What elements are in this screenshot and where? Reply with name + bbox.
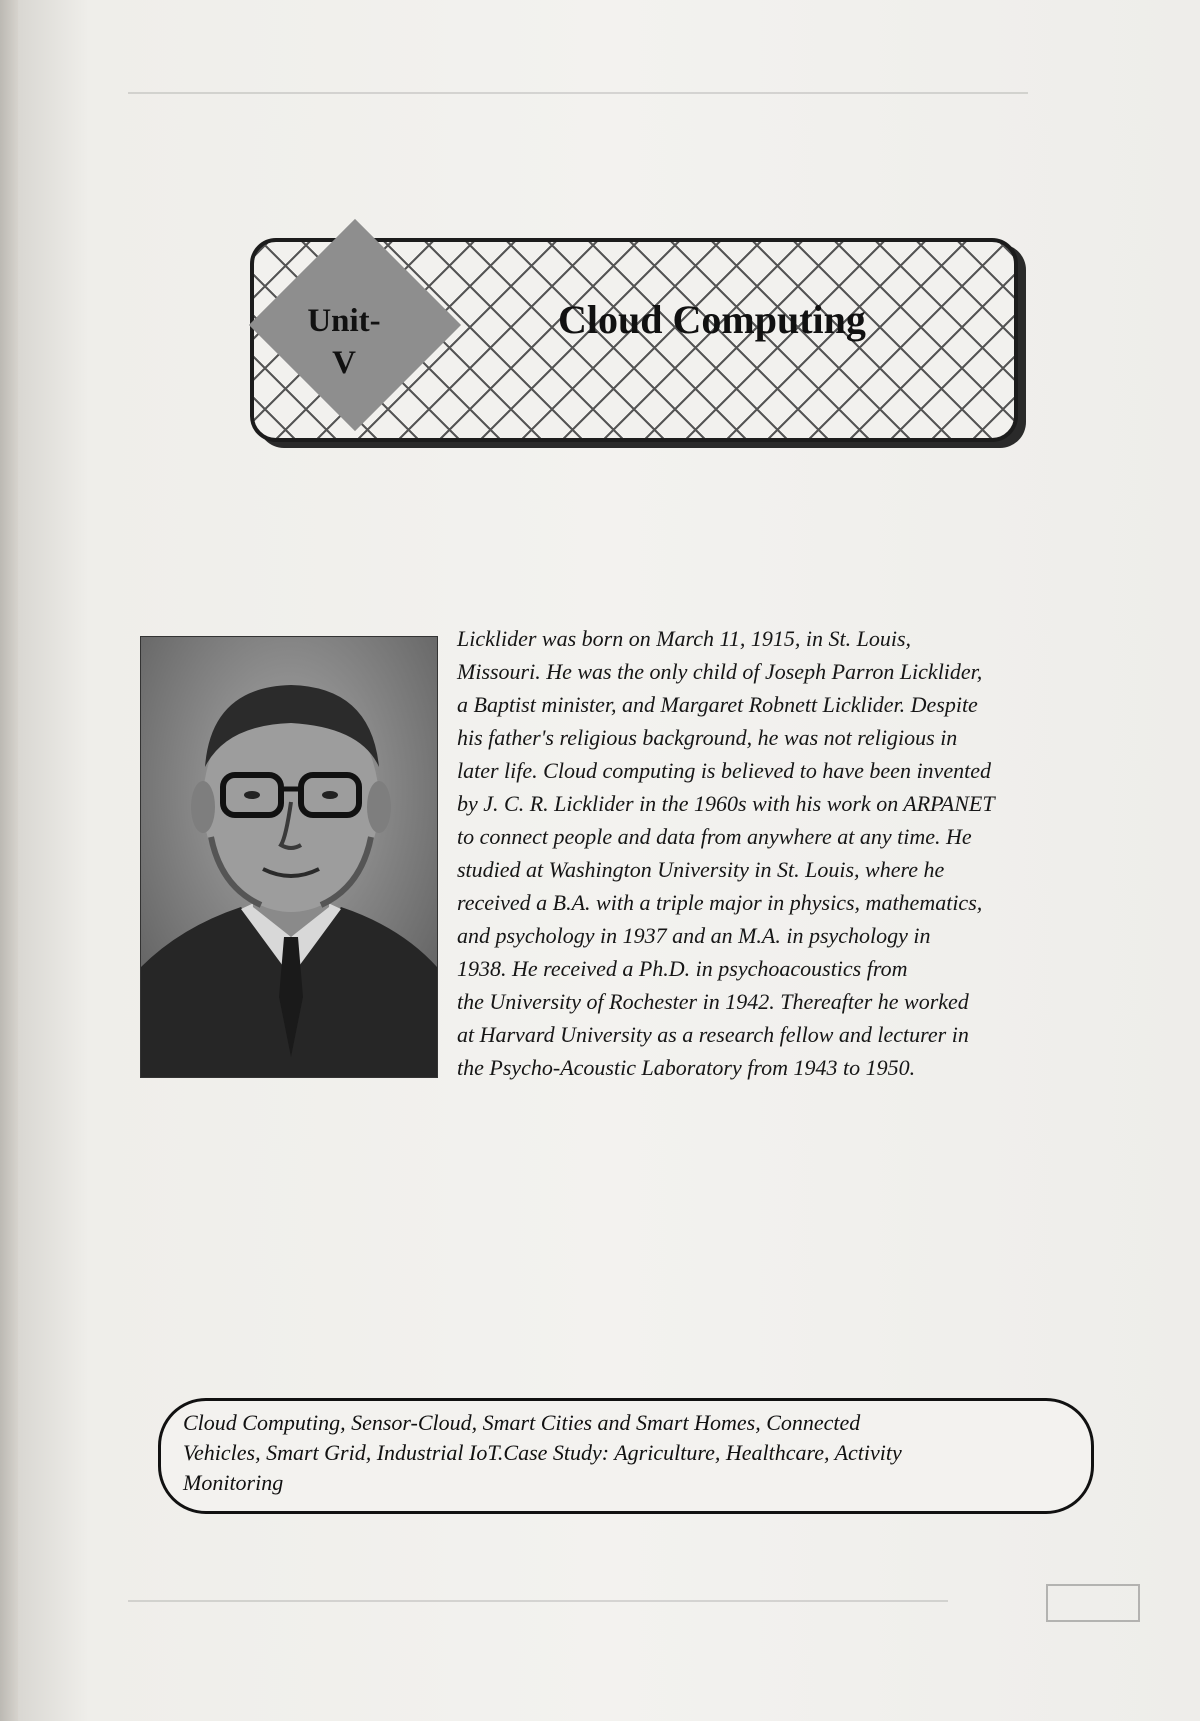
licklider-biography: [457, 622, 1117, 1084]
topics-line: Cloud Computing, Sensor-Cloud, Smart Cities and Smart Homes, Connected: [183, 1410, 861, 1435]
bio-line: the University of Rochester in 1942. Thereafter he worked: [457, 989, 969, 1014]
bio-line: Licklider was born on March 11, 1915, in St. Louis,: [457, 626, 912, 651]
bio-line: later life. Cloud computing is believed to have been invented: [457, 758, 991, 783]
bio-line: Missouri. He was the only child of Joseph Parron Licklider,: [457, 659, 983, 684]
unit-number: [304, 300, 384, 384]
unit-topics-text: [183, 1408, 1073, 1498]
page-number-box: [1046, 1584, 1140, 1622]
bio-line: received a B.A. with a triple major in physics, mathematics,: [457, 890, 983, 915]
bio-line: at Harvard University as a research fellow and lecturer in: [457, 1022, 969, 1047]
licklider-portrait: [140, 636, 438, 1078]
topics-line: Vehicles, Smart Grid, Industrial IoT.Case Study: Agriculture, Healthcare, Activity: [183, 1440, 902, 1465]
page-binding-edge: [0, 0, 18, 1721]
bio-line: a Baptist minister, and Margaret Robnett Licklider. Despite: [457, 692, 978, 717]
bio-line: his father's religious background, he was not religious in: [457, 725, 958, 750]
portrait-image: [141, 637, 437, 1077]
unit-label-line2: V: [332, 345, 356, 381]
page: [18, 0, 1200, 1721]
bio-line: 1938. He received a Ph.D. in psychoacoustics from: [457, 956, 908, 981]
bio-line: to connect people and data from anywhere at any time. He: [457, 824, 972, 849]
bio-line: by J. C. R. Licklider in the 1960s with his work on ARPANET: [457, 791, 995, 816]
unit-title: Cloud Computing: [558, 297, 866, 342]
unit-label-line1: Unit-: [307, 303, 381, 339]
topics-line: Monitoring: [183, 1470, 284, 1495]
bio-line: the Psycho-Acoustic Laboratory from 1943 to 1950.: [457, 1055, 916, 1080]
bio-line: and psychology in 1937 and an M.A. in psychology in: [457, 923, 931, 948]
bio-line: studied at Washington University in St. Louis, where he: [457, 857, 945, 882]
